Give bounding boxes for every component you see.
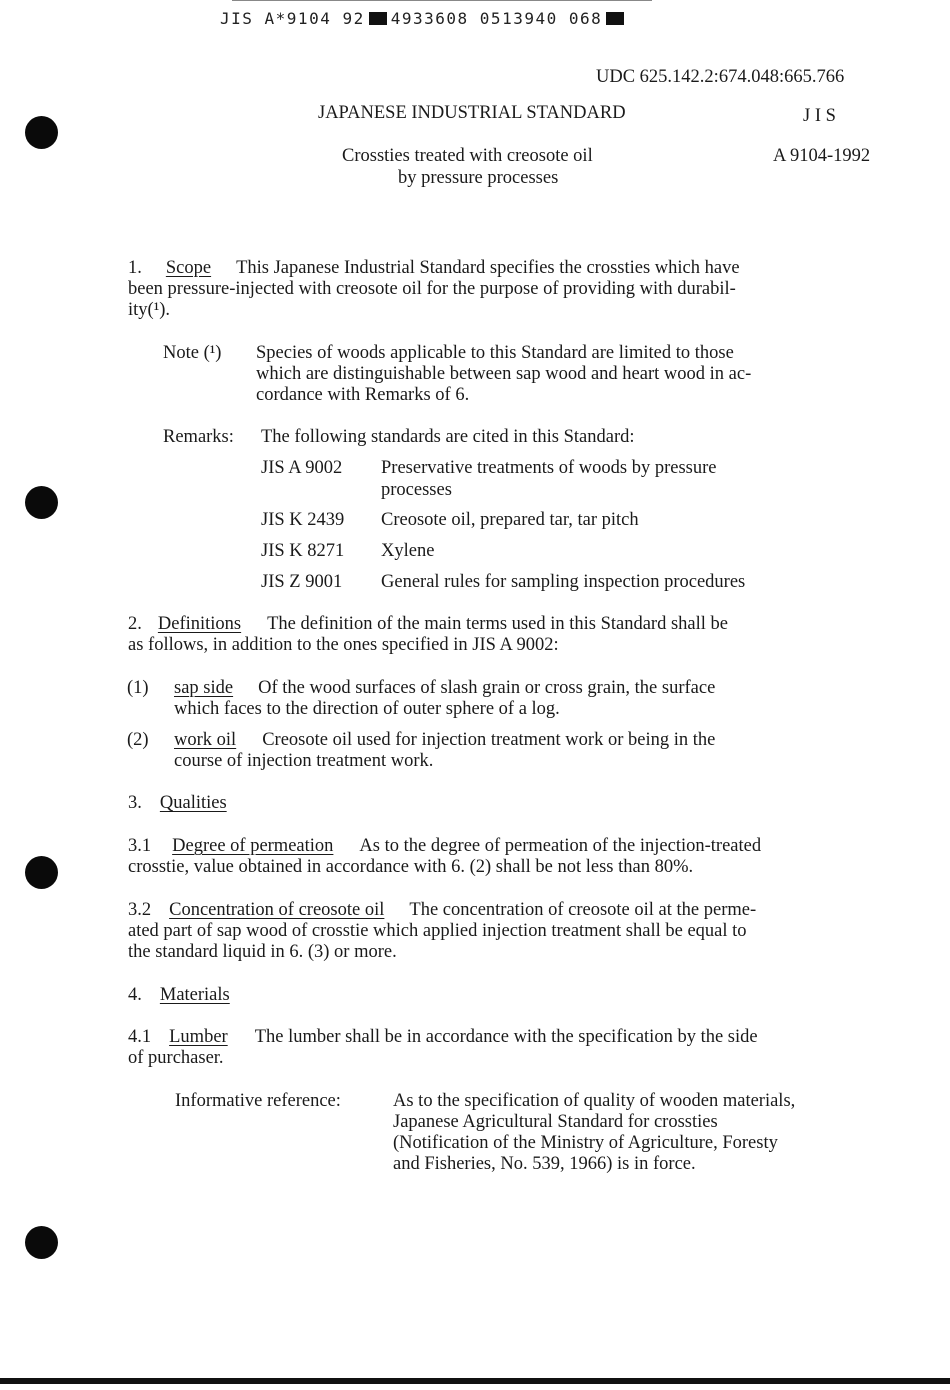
doc-title-line2: by pressure processes <box>398 168 559 188</box>
subsection-3-1 <box>128 836 888 878</box>
s32-text-line3: the standard liquid in 6. (3) or more. <box>128 942 397 962</box>
s32-text-line2: ated part of sap wood of crosstie which applied injection treatment shall be equal to <box>128 921 747 941</box>
note-label: Note (¹) <box>163 343 222 363</box>
section-heading: Materials <box>159 985 230 1005</box>
reference-line: (Notification of the Ministry of Agriculture, Foresty <box>393 1133 778 1153</box>
note-line: cordance with Remarks of 6. <box>256 385 470 405</box>
cited-code: JIS K 8271 <box>261 541 345 561</box>
subsection-heading: Lumber <box>169 1027 228 1047</box>
section-number: 2. <box>128 614 142 634</box>
binder-hole-4 <box>25 1226 58 1259</box>
s31-text-line2: crosstie, value obtained in accordance with 6. (2) shall be not less than 80%. <box>128 857 694 877</box>
item-number: (2) <box>127 730 149 750</box>
barcode-block-icon <box>606 12 624 25</box>
reference-line: As to the specification of quality of wooden materials, <box>393 1091 796 1111</box>
subsection-number: 4.1 <box>128 1027 152 1047</box>
term-def-line2: course of injection treatment work. <box>174 751 434 771</box>
remarks-label: Remarks: <box>163 427 234 447</box>
term: sap side <box>174 678 234 698</box>
section-number: 1. <box>128 258 142 278</box>
catalog-code-line <box>220 8 628 29</box>
binder-hole-2 <box>25 486 58 519</box>
informative-reference-label: Informative reference: <box>175 1091 341 1111</box>
binder-hole-3 <box>25 856 58 889</box>
s41-text-line1: The lumber shall be in accordance with the specification by the side <box>254 1027 758 1047</box>
note-line: Species of woods applicable to this Standard are limited to those <box>256 343 734 363</box>
catalog-code-part-1: JIS A*9104 92 <box>220 9 365 28</box>
section-3-heading <box>128 793 227 814</box>
catalog-code-part-2: 4933608 0513940 068 <box>390 9 603 28</box>
note-body <box>256 343 876 406</box>
term-def-line1: Of the wood surfaces of slash grain or cross grain, the surface <box>258 678 716 698</box>
jis-mark: J I S <box>803 106 836 126</box>
s32-text-line1: The concentration of creosote oil at the perme- <box>409 900 757 920</box>
cited-title: General rules for sampling inspection procedures <box>381 572 746 592</box>
binder-hole-1 <box>25 116 58 149</box>
scope-text-line1: This Japanese Industrial Standard specifies the crossties which have <box>236 258 740 278</box>
subsection-heading: Degree of permeation <box>172 836 334 856</box>
cited-code: JIS K 2439 <box>261 510 345 530</box>
s41-text-line2: of purchaser. <box>128 1048 224 1068</box>
bottom-edge-rule <box>0 1378 950 1384</box>
section-heading: Scope <box>165 258 212 278</box>
cited-code: JIS Z 9001 <box>261 572 343 592</box>
remarks-intro: The following standards are cited in this Standard: <box>261 427 635 447</box>
s31-text-line1: As to the degree of permeation of the injection-treated <box>359 836 762 856</box>
subsection-3-2 <box>128 900 888 963</box>
cited-title-cont: processes <box>381 480 452 500</box>
subsection-number: 3.2 <box>128 900 152 920</box>
udc-number: UDC 625.142.2:674.048:665.766 <box>596 67 845 87</box>
section-4-heading <box>128 985 230 1006</box>
barcode-block-icon <box>369 12 387 25</box>
term-def-line2: which faces to the direction of outer sphere of a log. <box>174 699 560 719</box>
standard-org: JAPANESE INDUSTRIAL STANDARD <box>318 103 626 123</box>
cited-title: Xylene <box>381 541 435 561</box>
cited-title: Preservative treatments of woods by pressure <box>381 458 717 478</box>
reference-line: and Fisheries, No. 539, 1966) is in force. <box>393 1154 696 1174</box>
cited-code: JIS A 9002 <box>261 458 343 478</box>
scope-text-line2: been pressure-injected with creosote oil for the purpose of providing with durabil- <box>128 279 736 299</box>
definitions-text-line2: as follows, in addition to the ones specified in JIS A 9002: <box>128 635 559 655</box>
cited-title: Creosote oil, prepared tar, tar pitch <box>381 510 639 530</box>
subsection-heading: Concentration of creosote oil <box>169 900 385 920</box>
note-line: which are distinguishable between sap wood and heart wood in ac- <box>256 364 752 384</box>
item-number: (1) <box>127 678 149 698</box>
section-number: 4. <box>128 985 142 1005</box>
reference-line: Japanese Agricultural Standard for crossties <box>393 1112 718 1132</box>
section-2-definitions <box>128 614 888 656</box>
scope-text-line3: ity(¹). <box>128 300 171 320</box>
term-def-line1: Creosote oil used for injection treatment work or being in the <box>262 730 716 750</box>
top-edge-rule <box>232 0 652 1</box>
informative-reference-body <box>393 1091 795 1175</box>
section-heading: Definitions <box>157 614 242 634</box>
doc-title-line1: Crossties treated with creosote oil <box>342 146 593 166</box>
section-number: 3. <box>128 793 142 813</box>
subsection-4-1 <box>128 1027 888 1069</box>
definitions-text-line1: The definition of the main terms used in this Standard shall be <box>267 614 728 634</box>
subsection-number: 3.1 <box>128 836 152 856</box>
standard-number: A 9104-1992 <box>773 146 871 166</box>
section-1-scope <box>128 258 888 321</box>
section-heading: Qualities <box>159 793 227 813</box>
term: work oil <box>174 730 237 750</box>
